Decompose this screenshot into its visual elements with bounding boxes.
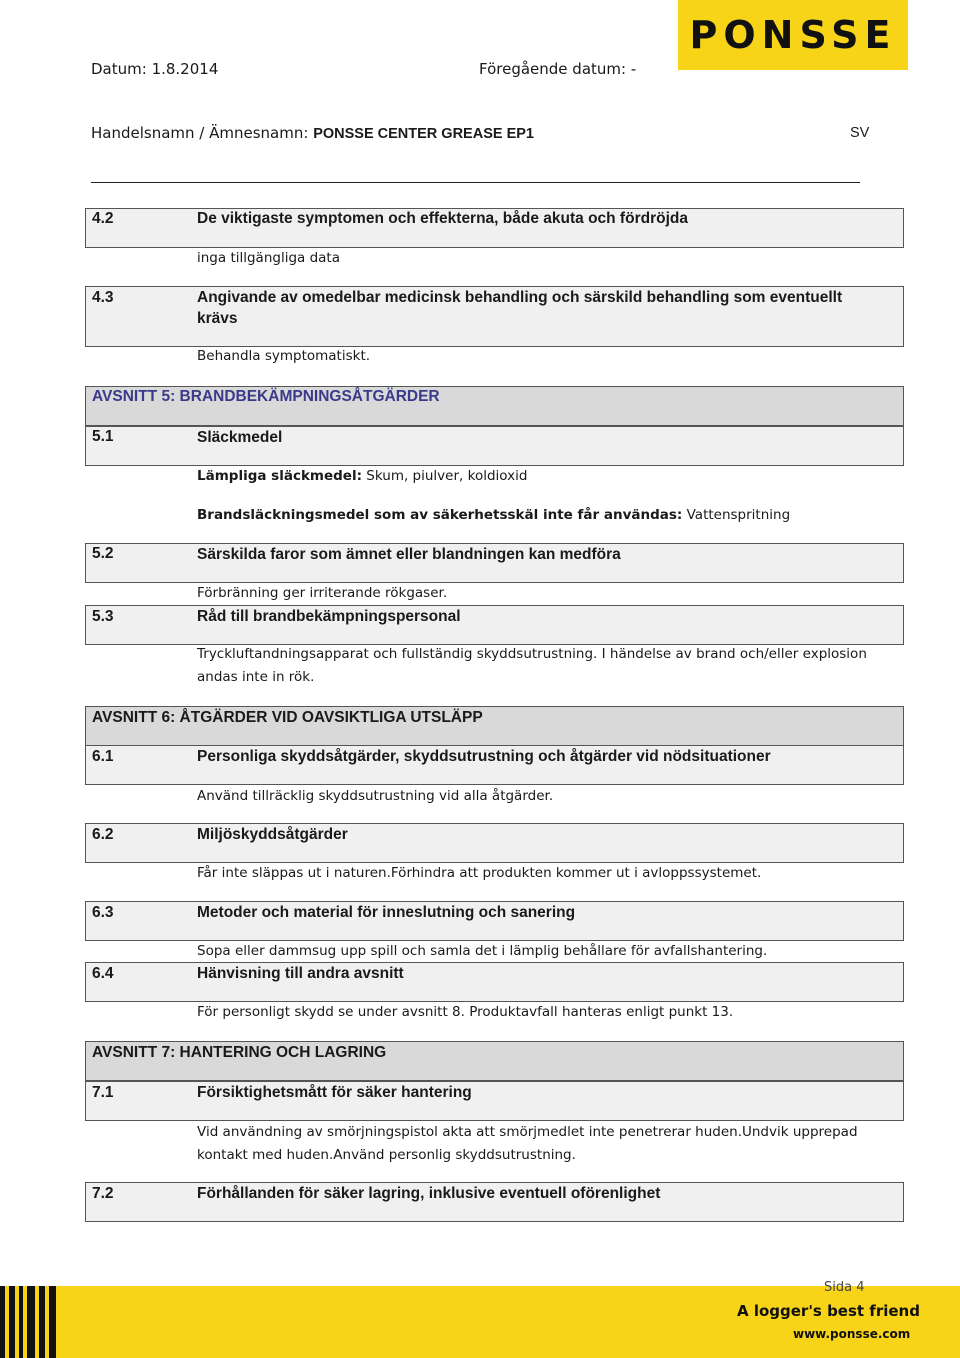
- subsection-title: De viktigaste symptomen och effekterna, både akuta och fördröjda: [197, 210, 688, 227]
- subsection-title: Metoder och material för inneslutning och sanering: [197, 904, 576, 921]
- website-url: www.ponsse.com: [793, 1327, 911, 1341]
- unsuitable-extinguishing-media: [197, 504, 887, 527]
- subsection-title: Hänvisning till andra avsnitt: [197, 965, 404, 982]
- trade-name-label: Handelsnamn / Ämnesnamn:: [91, 124, 309, 142]
- subsection-text: Använd tillräcklig skyddsutrustning vid alla åtgärder.: [197, 788, 554, 804]
- subsection-number: 4.2: [92, 210, 114, 227]
- subsection-text: inga tillgängliga data: [197, 250, 340, 266]
- subsection-number: 7.2: [92, 1185, 114, 1202]
- section-title: AVSNITT 5: BRANDBEKÄMPNINGSÅTGÄRDER: [92, 388, 440, 405]
- trade-name-line: [91, 124, 534, 142]
- field-label: Lämpliga släckmedel:: [197, 468, 362, 484]
- title-line: Angivande av omedelbar medicinsk behandling och särskild behandling som eventuellt: [197, 289, 843, 306]
- field-value: Vattenspritning: [682, 507, 791, 523]
- previous-date: Föregående datum: -: [479, 60, 637, 78]
- subsection-title: Särskilda faror som ämnet eller blandningen kan medföra: [197, 546, 621, 563]
- subsection-text: [197, 1121, 887, 1167]
- suitable-extinguishing-media: [197, 465, 887, 488]
- footer-band: [0, 1286, 960, 1358]
- text-line: kontakt med huden.Använd personlig skyddsutrustning.: [197, 1147, 576, 1163]
- date: Datum: 1.8.2014: [91, 60, 219, 78]
- subsection-title: Miljöskyddsåtgärder: [197, 826, 348, 843]
- subsection-number: 5.3: [92, 608, 114, 625]
- subsection-text: För personligt skydd se under avsnitt 8. Produktavfall hanteras enligt punkt 13.: [197, 1004, 734, 1020]
- ponsse-logo: [678, 0, 908, 70]
- subsection-title: Personliga skyddsåtgärder, skyddsutrustning och åtgärder vid nödsituationer: [197, 748, 771, 765]
- slogan: A logger's best friend: [737, 1302, 920, 1320]
- subsection-number: 6.4: [92, 965, 114, 982]
- subsection-text: Behandla symptomatiskt.: [197, 348, 371, 364]
- subsection-number: 5.2: [92, 545, 114, 562]
- subsection-title: Släckmedel: [197, 429, 283, 446]
- text-line: andas inte in rök.: [197, 669, 315, 685]
- field-value: Skum, piulver, koldioxid: [362, 468, 528, 484]
- subsection-text: [197, 643, 887, 689]
- subsection-text: Får inte släppas ut i naturen.Förhindra att produkten kommer ut i avloppssystemet.: [197, 865, 762, 881]
- section-title: AVSNITT 7: HANTERING OCH LAGRING: [92, 1044, 387, 1061]
- subsection-number: 7.1: [92, 1084, 114, 1101]
- field-label: Brandsläckningsmedel som av säkerhetsskäl inte får användas:: [197, 507, 683, 523]
- title-line: krävs: [197, 310, 238, 327]
- subsection-number: 4.3: [92, 289, 114, 306]
- text-line: Tryckluftandningsapparat och fullständig skyddsutrustning. I händelse av brand och/eller explosion: [197, 646, 867, 662]
- subsection-title: Förhållanden för säker lagring, inklusive eventuell oförenlighet: [197, 1185, 661, 1202]
- trade-name: PONSSE CENTER GREASE EP1: [313, 126, 534, 142]
- subsection-title: Försiktighetsmått för säker hantering: [197, 1084, 472, 1101]
- language-code: SV: [850, 125, 870, 141]
- page-number: [824, 1280, 865, 1287]
- subsection-number: 6.2: [92, 826, 114, 843]
- section-title: AVSNITT 6: ÅTGÄRDER VID OAVSIKTLIGA UTSLÄPP: [92, 709, 483, 726]
- subsection-title: Råd till brandbekämpningspersonal: [197, 608, 461, 625]
- logo-text: PONSSE: [689, 13, 897, 57]
- subsection-text: Förbränning ger irriterande rökgaser.: [197, 585, 448, 601]
- subsection-number: 6.3: [92, 904, 114, 921]
- subsection-title: [197, 287, 897, 329]
- subsection-number: 5.1: [92, 428, 114, 445]
- header-rule: [91, 182, 860, 183]
- subsection-text: Sopa eller dammsug upp spill och samla det i lämplig behållare för avfallshantering.: [197, 943, 768, 959]
- subsection-number: 6.1: [92, 748, 114, 765]
- stripe-graphic: [0, 1286, 60, 1358]
- text-line: Vid användning av smörjningspistol akta att smörjmedlet inte penetrerar huden.Undvik upprepad: [197, 1124, 858, 1140]
